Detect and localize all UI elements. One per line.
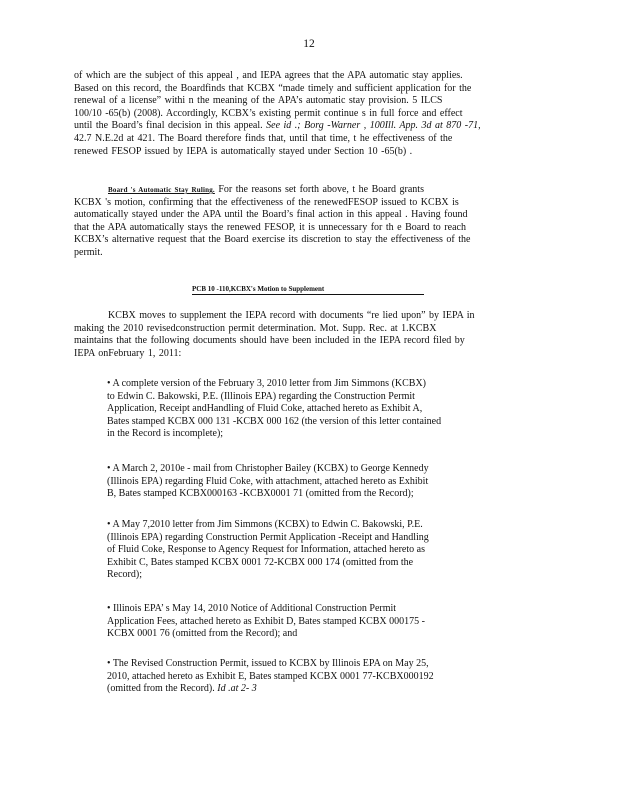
text-line: Exhibit C, Bates stamped KCBX 0001 72-KCBX 000 174 (omitted from the xyxy=(107,556,414,568)
text-line: Based on this record, the Boardfinds that KCBX “made timely and sufficient application for the xyxy=(74,82,472,94)
text-line: making the 2010 revisedconstruction permit determination. Mot. Supp. Rec. at 1.KCBX xyxy=(74,322,437,334)
citation-text: Id .at 2- 3 xyxy=(217,683,257,695)
text-line: to Edwin C. Bakowski, P.E. (Illinois EPA) regarding the Construction Permit xyxy=(107,390,415,402)
text-line: of Fluid Coke, Response to Agency Request for Information, attached hereto as xyxy=(107,544,425,556)
bullet-item-exhibit-e xyxy=(107,658,491,696)
text-line: permit. xyxy=(74,246,103,258)
text-line: KCBX 's motion, confirming that the effectiveness of the renewedFESOP issued to KCBX is xyxy=(74,196,459,208)
text-line: • A May 7,2010 letter from Jim Simmons (KCBX) to Edwin C. Bakowski, P.E. xyxy=(107,519,423,530)
text-line: KCBX 0001 76 (omitted from the Record); and xyxy=(107,628,298,640)
text-line: 100/10 -65(b) (2008). Accordingly, KCBX’s existing permit continue s in full force and effect xyxy=(74,107,463,119)
text-line: B, Bates stamped KCBX000163 -KCBX0001 71 (omitted from the Record); xyxy=(107,488,414,500)
paragraph-stay-ruling xyxy=(74,184,536,260)
text-line: maintains that the following documents should have been included in the IEPA record filed by xyxy=(74,335,465,347)
text-line: of which are the subject of this appeal , and IEPA agrees that the APA automatic stay applies. xyxy=(74,70,463,81)
text-line xyxy=(74,120,536,133)
text-line xyxy=(74,184,536,197)
text-line: • Illinois EPA’ s May 14, 2010 Notice of Additional Construction Permit xyxy=(107,603,397,614)
text-line: renewed FESOP issued by IEPA is automatically stayed under Section 10 -65(b) . xyxy=(74,145,413,157)
text-line: (Illinois EPA) regarding Construction Permit Application -Receipt and Handling xyxy=(107,531,429,543)
text-line: • A March 2, 2010e - mail from Christopher Bailey (KCBX) to George Kennedy xyxy=(107,463,429,474)
paragraph-motion-supplement xyxy=(74,310,536,360)
text-segment: until the Board’s final decision in this appeal. xyxy=(74,120,263,132)
text-line: automatically stayed under the APA until the Board’s final action in this appeal . Having found xyxy=(74,209,468,221)
text-line: in the Record is incomplete); xyxy=(107,428,224,440)
text-line xyxy=(107,683,491,696)
text-segment: (omitted from the Record). xyxy=(107,683,215,695)
text-line: KCBX’s alternative request that the Board exercise its discretion to stay the effectiveness of the xyxy=(74,234,471,246)
text-line: that the APA automatically stays the renewed FESOP, it is unnecessary for th e Board to reach xyxy=(74,221,466,233)
bullet-item-exhibit-d xyxy=(107,603,491,641)
section-heading: PCB 10 -110,KCBX's Motion to Supplement xyxy=(192,284,424,295)
bullet-item-exhibit-b xyxy=(107,463,491,501)
text-line: Application, Receipt andHandling of Fluid Coke, attached hereto as Exhibit A, xyxy=(107,403,423,415)
bullet-item-exhibit-a xyxy=(107,378,491,441)
text-line: 2010, attached hereto as Exhibit E, Bates stamped KCBX 0001 77-KCBX000192 xyxy=(107,670,434,682)
bullet-item-exhibit-c xyxy=(107,519,491,582)
text-line: • The Revised Construction Permit, issued to KCBX by Illinois EPA on May 25, xyxy=(107,658,429,669)
text-line: • A complete version of the February 3, 2010 letter from Jim Simmons (KCBX) xyxy=(107,378,427,389)
text-line: Application Fees, attached hereto as Exhibit D, Bates stamped KCBX 000175 - xyxy=(107,615,425,627)
text-line: 42.7 N.E.2d at 421. The Board therefore finds that, until that time, t he effectiveness of the xyxy=(74,132,453,144)
text-line: IEPA onFebruary 1, 2011: xyxy=(74,347,182,359)
text-segment: For the reasons set forth above, t he Board grants xyxy=(214,184,424,195)
text-line: renewal of a license” withi n the meaning of the APA’s automatic stay provision. 5 ILCS xyxy=(74,95,443,107)
citation-text: See id .; Borg -Warner , 100Ill. App. 3d at 870 -71, xyxy=(266,120,481,132)
page-number: 12 xyxy=(303,38,315,50)
text-line: Bates stamped KCBX 000 131 -KCBX 000 162 (the version of this letter contained xyxy=(107,415,442,427)
text-line: KCBX moves to supplement the IEPA record with documents “re lied upon” by IEPA in xyxy=(108,310,475,321)
text-line: (Illinois EPA) regarding Fluid Coke, with attachment, attached hereto as Exhibit xyxy=(107,475,429,487)
paragraph-apa-stay xyxy=(74,70,536,158)
text-line: Record); xyxy=(107,569,142,581)
inline-heading: Board 's Automatic Stay Ruling. xyxy=(108,186,215,194)
